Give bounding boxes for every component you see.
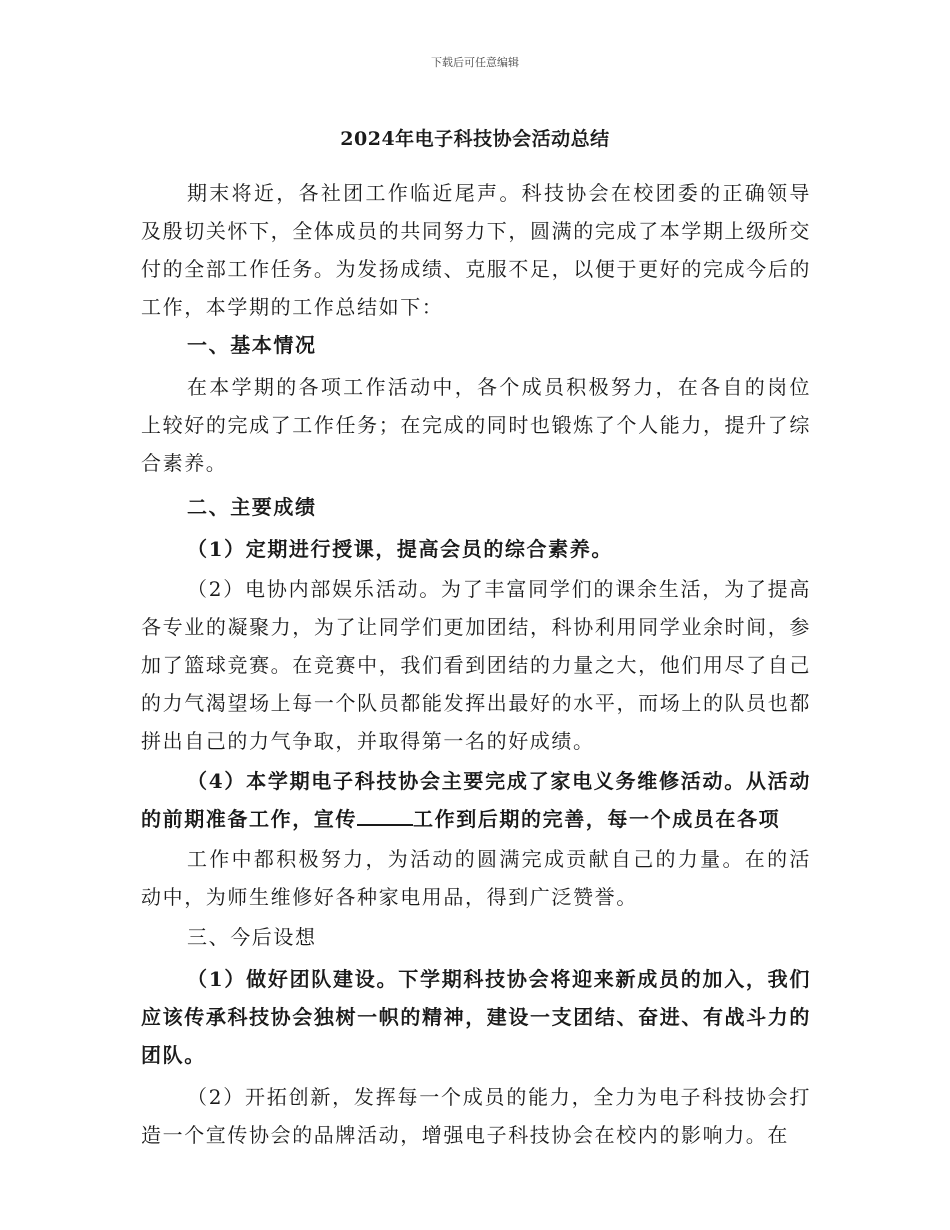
- achievement-item-4-part2: 工作到后期的完善，每一个成员在各项: [413, 807, 781, 831]
- section-basic-body: 在本学期的各项工作活动中，各个成员积极努力，在各自的岗位上较好的完成了工作任务；在完成的同时也锻炼了个人能力，提升了综合素养。: [141, 375, 811, 475]
- section-heading-basic: 一、基本情况: [187, 333, 317, 357]
- achievement-item-4-part1: （4）本学期电子科技协会主要完成了家电义务维修活动。从活动的前期准备工作，宣传: [141, 769, 811, 831]
- document-title: 2024年电子科技协会活动总结: [340, 128, 610, 150]
- achievement-item-4-continued: 工作中都积极努力，为活动的圆满完成贡献自己的力量。在的活动中，为师生维修好各种家电用品，得到广泛赞誉。: [141, 847, 811, 909]
- fill-in-blank: [357, 806, 413, 826]
- plan-item-2: （2）开拓创新，发挥每一个成员的能力，全力为电子科技协会打造一个宣传协会的品牌活动，增强电子科技协会在校内的影响力。在: [141, 1085, 811, 1147]
- document-body: [141, 174, 811, 1154]
- plan-item-1: （1）做好团队建设。下学期科技协会将迎来新成员的加入，我们应该传承科技协会独树一帜的精神，建设一支团结、奋进、有战斗力的团队。: [141, 967, 811, 1067]
- achievement-item-1: （1）定期进行授课，提高会员的综合素养。: [187, 537, 613, 561]
- achievement-item-2: （2）电协内部娱乐活动。为了丰富同学们的课余生活，为了提高各专业的凝聚力，为了让同学们更加团结，科协利用同学业余时间，参加了篮球竞赛。在竞赛中，我们看到团结的力量之大，他们用尽了自己的力气渴望场上每一个队员都能发挥出最好的水平，而场上的队员也都拼出自己的力气争取，并取得第一名的好成绩。: [141, 577, 811, 753]
- section-heading-achievements: 二、主要成绩: [187, 495, 317, 519]
- intro-paragraph: 期末将近，各社团工作临近尾声。科技协会在校团委的正确领导及殷切关怀下，全体成员的共同努力下，圆满的完成了本学期上级所交付的全部工作任务。为发扬成绩、克服不足，以便于更好的完成今后的工作，本学期的工作总结如下：: [141, 181, 811, 319]
- achievement-item-4: [141, 762, 811, 838]
- header-note: 下载后可任意编辑: [431, 56, 519, 69]
- section-heading-plans: 三、今后设想: [187, 925, 317, 949]
